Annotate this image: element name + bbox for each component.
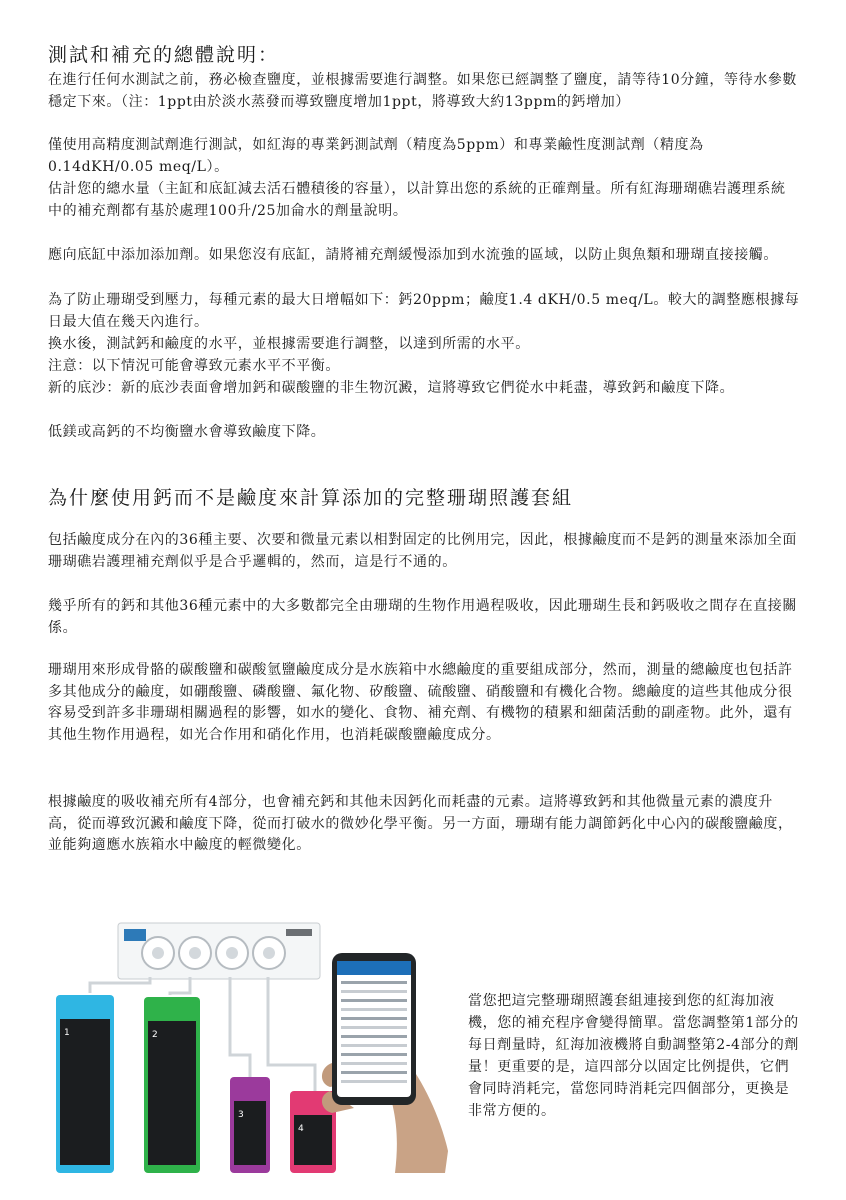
phone-list-row xyxy=(341,990,407,993)
supplement-bottle-1 xyxy=(56,995,114,1173)
paragraph: 在進行任何水測試之前，務必檢查鹽度，並根據需要進行調整。如果您已經調整了鹽度，請等待10分鐘，等待水參數穩定下來。（注：1ppt由於淡水蒸發而導致鹽度增加1ppt，將導致大約13ppm的鈣增加） xyxy=(48,72,798,110)
paragraph: 為了防止珊瑚受到壓力，每種元素的最大日增幅如下：鈣20ppm；鹼度1.4 dKH/0.5 meq/L。較大的調整應根據每日最大值在幾天內進行。 xyxy=(48,292,800,330)
paragraph: 低鎂或高鈣的不均衡鹽水會導致鹼度下降。 xyxy=(48,424,326,440)
paragraph: 估計您的總水量（主缸和底缸減去活石體積後的容量），以計算出您的系統的正確劑量。所有紅海珊瑚礁岩護理系統中的補充劑都有基於處理100升/25加侖水的劑量說明。 xyxy=(48,181,786,219)
phone-list-row xyxy=(341,1080,407,1083)
supplement-bottle-3 xyxy=(230,1077,270,1173)
bottle-number: 1 xyxy=(64,1028,70,1038)
phone-list-row xyxy=(341,1053,407,1056)
phone-list-row xyxy=(341,1044,407,1047)
phone-list-row xyxy=(341,1035,407,1038)
paragraph: 換水後，測試鈣和鹼度的水平，並根據需要進行調整，以達到所需的水平。 xyxy=(48,336,530,352)
sidebar-paragraph: 當您把這完整珊瑚照護套組連接到您的紅海加液機，您的補充程序會變得簡單。當您調整第1部分的每日劑量時，紅海加液機將自動調整第2-4部分的劑量！更重要的是，這四部分以固定比例提供，它們會同時消耗完，當您同時消耗完四個部分，更換是非常方便的。 xyxy=(468,993,799,1119)
paragraph: 新的底沙：新的底沙表面會增加鈣和碳酸鹽的非生物沉澱，這將導致它們從水中耗盡，導致鈣和鹼度下降。 xyxy=(48,380,735,396)
section-2-title: 為什麼使用鈣而不是鹼度來計算添加的完整珊瑚照護套組 xyxy=(48,487,574,509)
phone-list-row xyxy=(341,1017,407,1020)
phone-list-row xyxy=(341,1062,407,1065)
paragraph: 僅使用高精度測試劑進行測試，如紅海的專業鈣測試劑（精度為5ppm）和專業鹼性度測試劑（精度為0.14dKH/0.05 meq/L）。 xyxy=(48,137,704,175)
reefdose-illustration xyxy=(50,915,450,1175)
paragraph: 應向底缸中添加添加劑。如果您沒有底缸，請將補充劑緩慢添加到水流強的區域，以防止與魚類和珊瑚直接接觸。 xyxy=(48,247,778,263)
bottle-number: 4 xyxy=(298,1124,304,1134)
bottle-number: 3 xyxy=(238,1110,244,1120)
paragraph: 包括鹼度成分在內的36種主要、次要和微量元素以相對固定的比例用完，因此，根據鹼度而不是鈣的測量來添加全面珊瑚礁岩護理補充劑似乎是合乎邏輯的，然而，這是行不通的。 xyxy=(48,532,798,570)
phone-list-row xyxy=(341,981,407,984)
paragraph: 幾乎所有的鈣和其他36種元素中的大多數都完全由珊瑚的生物作用過程吸收，因此珊瑚生長和鈣吸收之間存在直接關係。 xyxy=(48,598,798,636)
bottle-number: 2 xyxy=(152,1030,158,1040)
phone-list-row xyxy=(341,999,407,1002)
section-1-title: 測試和補充的總體說明： xyxy=(48,44,280,66)
paragraph: 珊瑚用來形成骨骼的碳酸鹽和碳酸氫鹽鹼度成分是水族箱中水總鹼度的重要組成部分，然而，測量的總鹼度也包括許多其他成分的鹼度，如硼酸鹽、磷酸鹽、氟化物、矽酸鹽、硫酸鹽、硝酸鹽和有機化合物。總鹼度的這些其他成分很容易受到許多非珊瑚相關過程的影響，如水的變化、食物、補充劑、有機物的積累和細菌活動的副產物。此外，還有其他生物作用過程，如光合作用和硝化作用，也消耗碳酸鹽鹼度成分。 xyxy=(48,662,793,743)
dosing-tubes xyxy=(90,977,315,1091)
smartphone xyxy=(332,953,416,1105)
paragraph: 根據鹼度的吸收補充所有4部分，也會補充鈣和其他未因鈣化而耗盡的元素。這將導致鈣和其他微量元素的濃度升高，從而導致沉澱和鹼度下降，從而打破水的微妙化學平衡。另一方面，珊瑚有能力調節鈣化中心內的碳酸鹽鹼度，並能夠適應水族箱水中鹼度的輕微變化。 xyxy=(48,794,793,853)
phone-list-row xyxy=(341,1008,407,1011)
phone-list-row xyxy=(341,1071,407,1074)
phone-list-row xyxy=(341,1026,407,1029)
dosing-pump xyxy=(118,923,320,979)
paragraph: 注意：以下情況可能會導致元素水平不平衡。 xyxy=(48,358,340,374)
supplement-bottle-2 xyxy=(144,997,200,1173)
